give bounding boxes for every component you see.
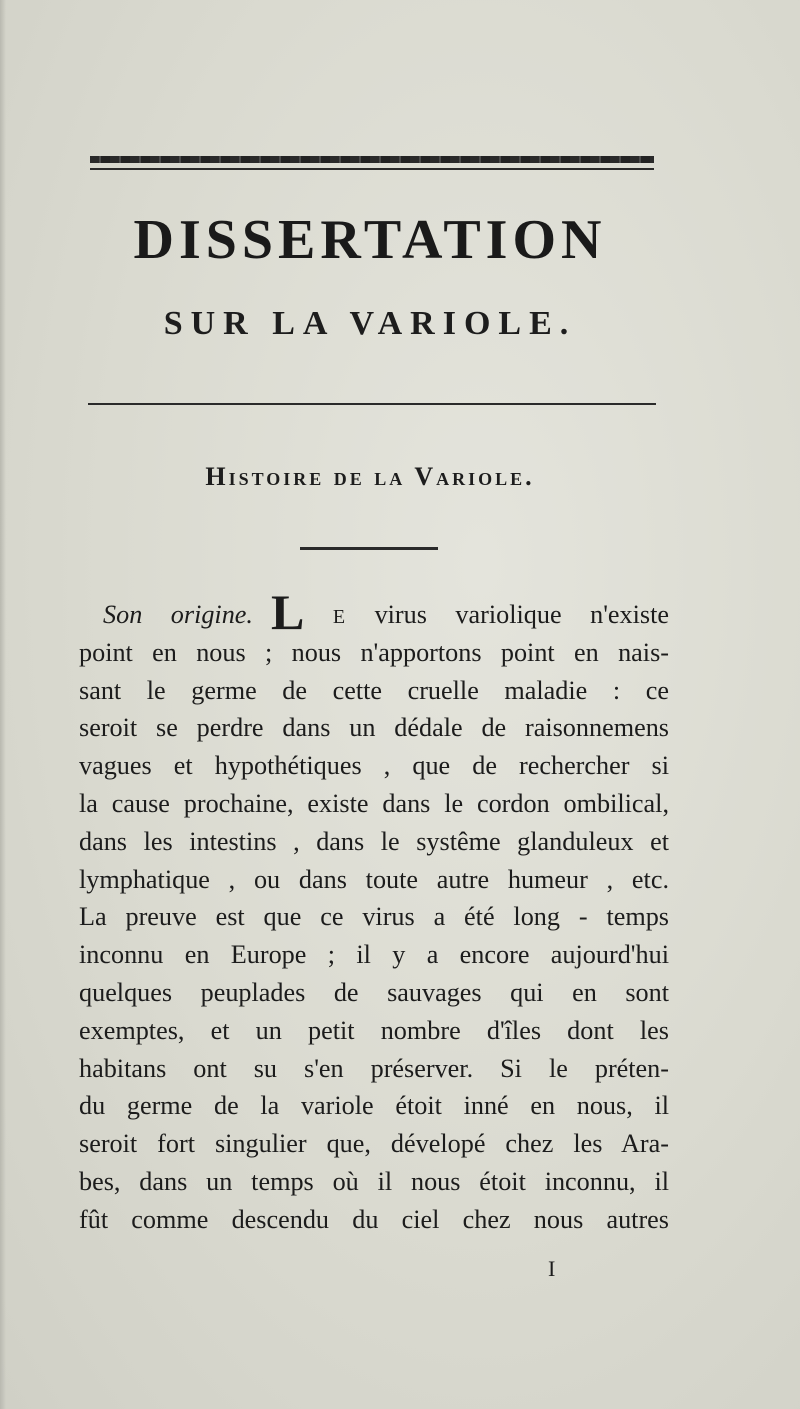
text-line: point en nous ; nous n'apportons point en nais- (79, 637, 669, 667)
section-heading: Histoire de la Variole. (205, 462, 535, 491)
text-line-1 (79, 584, 669, 640)
margin-sidenote: Son origine. (103, 600, 253, 629)
header-double-rule (90, 156, 654, 170)
text-line: du germe de la variole étoit inné en nous, il (79, 1091, 669, 1121)
page-subtitle: SUR LA VARIOLE. (163, 305, 577, 342)
drop-cap: L (270, 584, 305, 640)
text-line: seroit fort singulier que, dévelopé chez les Ara- (79, 1129, 669, 1159)
page-title: DISSERTATION (133, 209, 607, 271)
page-number: I (548, 1256, 556, 1281)
text-line: vagues et hypothétiques , que de rechercher si (79, 751, 669, 781)
title-divider (88, 403, 656, 405)
text-line: quelques peuplades de sauvages qui en sont (79, 977, 669, 1007)
text-line: lymphatique , ou dans toute autre humeur , etc. (79, 864, 669, 894)
header-rule-thin (90, 168, 654, 170)
text-line: exemptes, et un petit nombre d'îles dont les (79, 1015, 669, 1045)
header-rule-thick (90, 156, 654, 163)
text-line: bes, dans un temps où il nous étoit inconnu, il (79, 1166, 669, 1196)
text-line: dans les intestins , dans le systême glanduleux et (79, 826, 669, 856)
text-line: habitans ont su s'en préserver. Si le préten- (79, 1053, 669, 1083)
section-divider (300, 547, 438, 550)
text-line: inconnu en Europe ; il y a encore aujourd'hui (79, 940, 669, 970)
text-line-content: virus variolique n'existe (374, 600, 669, 629)
text-line: La preuve est que ce virus a été long - temps (79, 902, 669, 932)
body-paragraph (79, 584, 669, 1239)
text-line: fût comme descendu du ciel chez nous autres (79, 1204, 669, 1234)
text-line: sant le germe de cette cruelle maladie : ce (79, 675, 669, 705)
opening-smallcap: E (332, 606, 347, 628)
text-line: la cause prochaine, existe dans le cordon ombilical, (79, 788, 669, 818)
text-line: seroit se perdre dans un dédale de raisonnemens (79, 713, 669, 743)
